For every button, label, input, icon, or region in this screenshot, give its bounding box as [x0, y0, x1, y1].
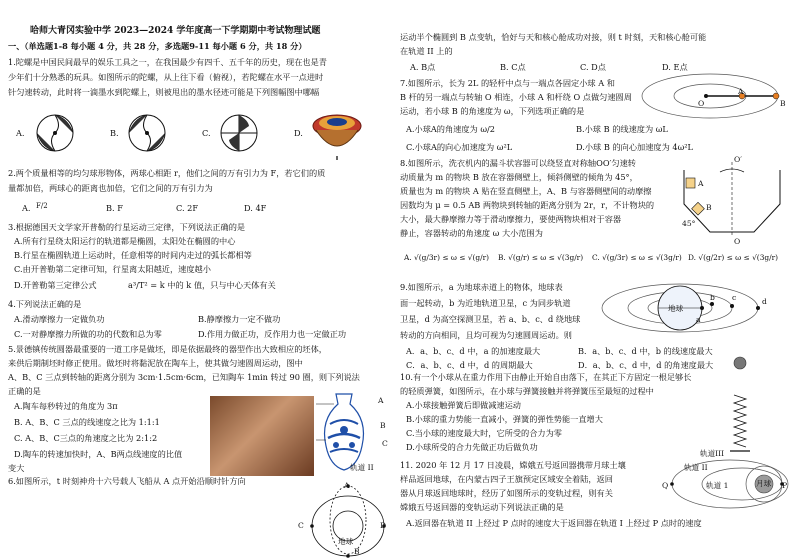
q2-option-a-value: F/2: [36, 202, 48, 210]
q1-line: 针匀速转动，此时将一滴墨水到陀螺上，则被甩出的墨水径迹可能是下列图幅图中哪幅: [8, 87, 320, 97]
q2-option-d[interactable]: D. 4F: [244, 203, 267, 213]
q8-line: 静止，容器转动的角速度 ω 大小范围为: [400, 228, 543, 238]
q3-option-d-formula: a³/T² = k 中的 k 值，只与中心天体有关: [128, 280, 276, 290]
q5-line: 来供后期制坯时修正使用。做坯时将黏泥放在陶车上，使其做匀速圆周运动，图中: [8, 358, 303, 368]
q7-option-a[interactable]: A.小球A的角速度为 ω/2: [406, 124, 495, 134]
q8-option-b[interactable]: B. √(g/r) ≤ ω ≤ √(3g/r): [498, 253, 584, 262]
orbit-label: 轨道 II: [684, 463, 708, 472]
q8-line: 8.如图所示，洗衣机内的漏斗状容器可以绕竖直对称轴OO′匀速转: [400, 158, 636, 168]
axis-label-bottom: O: [734, 237, 741, 246]
q3-option-d[interactable]: D.开普勒第三定律公式: [14, 280, 97, 290]
q5-option-c[interactable]: C. A、B、C三点的角速度之比为 2:1:2: [14, 433, 158, 443]
q10-option-b[interactable]: B.小球的重力势能一直减小，弹簧的弹性势能一直增大: [406, 414, 603, 424]
q5-option-b[interactable]: B. A、B、C 三点的线速度之比为 1:1:1: [14, 417, 160, 427]
sat-label-b: b: [710, 293, 715, 302]
q3-line: 3.根据德国天文学家开普勒的行星运动三定律，下列说法正确的是: [8, 222, 246, 232]
right-column: [400, 0, 788, 560]
q2-option-b[interactable]: B. F: [106, 203, 123, 213]
q9-option-a[interactable]: A．a、b、c、d 中，a 的加速度最大: [406, 346, 541, 356]
q5-line: 正确的是: [8, 386, 41, 396]
q7-rod-diagram: [640, 70, 786, 120]
spiral-icon: [126, 112, 168, 154]
point-label-c: C: [298, 521, 304, 530]
q5-option-d-cont: 变大: [8, 463, 25, 473]
pottery-photo: [210, 396, 314, 476]
earth-label: 地球: [338, 537, 354, 546]
q7-line: 运动，若小球 B 的角速度为 ω，下列选项正确的是: [400, 106, 585, 116]
q10-option-c[interactable]: C.当小球的速度最大时，它所受的合力为零: [406, 428, 562, 438]
block-label-a: A: [698, 179, 704, 188]
orbit-label: 轨道III: [700, 449, 725, 458]
q6-option-b[interactable]: B. C点: [500, 62, 526, 72]
section-header: 一、（单选题1-8 每小题 4 分，共 28 分，多选题9-11 每小题 6 分，共 18 分）: [8, 41, 307, 51]
spiral-icon: [218, 112, 260, 154]
q10-line: 10.有一个小球从在重力作用下由静止开始自由落下，在其正下方固定一根足够长: [400, 372, 692, 382]
q2-option-a[interactable]: A.: [22, 203, 31, 213]
orbit-label: 轨道 1: [706, 481, 729, 490]
q1-option-a[interactable]: A.: [16, 128, 25, 138]
moon-label: 月球: [756, 479, 772, 488]
q6-option-d[interactable]: D. E点: [662, 62, 688, 72]
q10-line: 的轻质弹簧，如图所示，在小球与弹簧接触并将弹簧压至最短的过程中: [400, 386, 654, 396]
q6-line: 6.如图所示，t 时刻神舟十六号载人飞船从 A 点开始沿顺时针方向: [8, 476, 246, 486]
orbit-label: 轨道 II: [350, 463, 374, 472]
q4-option-d[interactable]: D.作用力做正功，反作用力也一定做正功: [198, 329, 347, 339]
q4-line: 4.下列说法正确的是: [8, 299, 82, 309]
q6-option-c[interactable]: C. D点: [580, 62, 606, 72]
q9-orbit-diagram: [600, 280, 790, 336]
ball-label-a: A: [738, 87, 744, 96]
vase-label-b: B: [380, 421, 386, 430]
q3-option-b[interactable]: B.行星在椭圆轨道上运动时，任意相等的时间内走过的弧长都相等: [14, 250, 252, 260]
q8-line: 动质量为 m 的物块 B 放在容器侧壁上，倾斜侧壁的倾角为 45°，: [400, 172, 638, 182]
point-label-p: P: [782, 481, 788, 490]
q7-line: B 杆的另一端点与转轴 O 相连，小球 A 和杆绕 O 点做匀速圆周: [400, 92, 632, 102]
q5-line: 5.景德镇传统圆器最重要的一道工序是做坯，即是依据最终的器型作出大致相应的坯体，: [8, 344, 327, 354]
q4-option-c[interactable]: C.一对静摩擦力所做的功的代数和总为零: [14, 329, 162, 339]
q11-line: 11. 2020 年 12 月 17 日凌晨，嫦娥五号返回器携带月球土壤: [400, 460, 626, 470]
q10-option-d[interactable]: D.小球所受的合力先做正功后做负功: [406, 442, 538, 452]
vase-label-a: A: [378, 396, 384, 405]
q9-option-d[interactable]: D．a、b、c、d 中，d 的角速度最大: [578, 360, 714, 370]
q9-line: 卫星，d 为高空探测卫星，若 a、b、c、d 绕地球: [400, 314, 581, 324]
q4-option-a[interactable]: A.滑动摩擦力一定做负功: [14, 314, 105, 324]
q6-option-a[interactable]: A. B点: [410, 62, 436, 72]
q8-funnel-diagram: [680, 160, 784, 238]
vase-label-c: C: [382, 439, 388, 448]
block-label-b: B: [706, 203, 712, 212]
sat-label-a: a: [696, 315, 701, 324]
q1-option-b[interactable]: B.: [110, 128, 119, 138]
q6-cont-line: 运动半个椭圆到 B 点变轨，恰好与天和核心舱成功对接，则 t 时刻，天和核心舱可能: [400, 32, 707, 42]
q1-line: 1.陀螺是中国民间最早的娱乐工具之一，在我国最少有四千、五千年的历史，现在也是青: [8, 57, 327, 67]
q9-line: 9.如图所示，a 为地球赤道上的物体，地球表: [400, 282, 563, 292]
earth-label: 地球: [668, 304, 684, 313]
q7-line: 7.如图所示，长为 2L 的轻杆中点与一端点各固定小球 A 和: [400, 78, 615, 88]
axis-label-top: O′: [734, 155, 742, 164]
q6-cont-line: 在轨道 II 上的: [400, 46, 453, 56]
q8-line: 大小，最大静摩擦力等于滑动摩擦力，要使两物块相对于容器: [400, 214, 622, 224]
q9-line: 转动的方向相同，且均可视为匀速圆周运动。则: [400, 330, 572, 340]
q9-option-c[interactable]: C．a、b、c、d 中，d 的周期最大: [406, 360, 533, 370]
point-label-o: O: [698, 99, 705, 108]
spinning-top-icon: [308, 104, 366, 162]
spring-figure: [730, 355, 750, 459]
left-column: [8, 0, 390, 560]
q3-option-c[interactable]: C.由开普勒第二定律可知，行星离太阳越近，速度越小: [14, 264, 211, 274]
q7-option-c[interactable]: C.小球A的向心加速度为 ω²L: [406, 142, 513, 152]
q11-line: 嫦娥五号返回器的变轨运动下列说法正确的是: [400, 502, 564, 512]
point-label-b: B: [354, 547, 360, 556]
q5-line: A、B、C 三点到转轴的距离分别为 3cm·1.5cm·6cm，已知陶车 1min 转过 90 圈，则下列说法: [8, 372, 360, 382]
q2-line: 2.两个质量相等的均匀球形物体，两球心相距 r，他们之间的万有引力为 F，若它们的质: [8, 168, 326, 178]
q7-option-d[interactable]: D.小球 B 的向心加速度为 4ω²L: [576, 142, 693, 152]
spiral-icon: [34, 112, 76, 154]
q3-option-a[interactable]: A.所有行星绕太阳运行的轨道都是椭圆，太阳处在椭圆的中心: [14, 236, 236, 246]
sat-label-c: c: [732, 293, 737, 302]
angle-label: 45°: [682, 219, 696, 228]
q5-option-a[interactable]: A.陶车每秒转过的角度为 3π: [14, 401, 118, 411]
q4-option-b[interactable]: B.静摩擦力一定不做功: [198, 314, 281, 324]
q9-line: 面一起转动，b 为近地轨道卫星，c 为同步轨道: [400, 298, 571, 308]
point-label-d: D: [380, 521, 387, 530]
q2-line: 量都加倍，两球心的距离也加倍，它们之间的万有引力为: [8, 183, 213, 193]
sat-label-d: d: [762, 297, 767, 306]
q8-option-c[interactable]: C. √(g/3r) ≤ ω ≤ √(3g/r): [592, 253, 682, 262]
q8-line: 质量也为 m 的物块 A 贴在竖直侧壁上，A、B 与容器侧壁间的动摩擦: [400, 186, 652, 196]
ball-label-b: B: [780, 99, 786, 108]
q7-option-b[interactable]: B.小球 B 的线速度为 ωL: [576, 124, 668, 134]
q1-option-c[interactable]: C.: [202, 128, 211, 138]
q11-line: 样品返回地球，在内蒙古四子王旗预定区域安全着陆，返回: [400, 474, 613, 484]
point-label-a: A: [344, 481, 350, 490]
q8-line: 因数均为 μ = 0.5 AB 两物块到转轴的距离分别为 2r，r，不计物块的: [400, 200, 655, 210]
q2-option-c[interactable]: C. 2F: [176, 203, 199, 213]
q8-option-a[interactable]: A. √(g/3r) ≤ ω ≤ √(g/r): [404, 253, 490, 262]
q9-option-b[interactable]: B．a、b、c、d 中，b 的线速度最大: [578, 346, 713, 356]
q5-option-d[interactable]: D.陶车的转速加快时，A、B两点线速度的比值: [14, 449, 183, 459]
q11-option-a[interactable]: A.返回器在轨道 II 上经过 P 点时的速度大于返回器在轨道 I 上经过 P 点时的速度: [406, 518, 702, 528]
q1-option-d[interactable]: D.: [294, 128, 303, 138]
q1-line: 少年们十分熟悉的玩具。如图所示的陀螺，从上往下看（俯视），若陀螺在水平一点进时: [8, 72, 324, 82]
q8-option-d[interactable]: D. √(g/2r) ≤ ω ≤ √(3g/r): [688, 253, 779, 262]
point-label-q: Q: [662, 481, 669, 490]
q11-line: 器从月球返回地球时，经历了如图所示的变轨过程，则有关: [400, 488, 613, 498]
exam-title: 哈师大青冈实验中学 2023—2024 学年度高一下学期期中考试物理试题: [30, 26, 321, 36]
q10-option-a[interactable]: A.小球接触弹簧后即做减速运动: [406, 400, 521, 410]
